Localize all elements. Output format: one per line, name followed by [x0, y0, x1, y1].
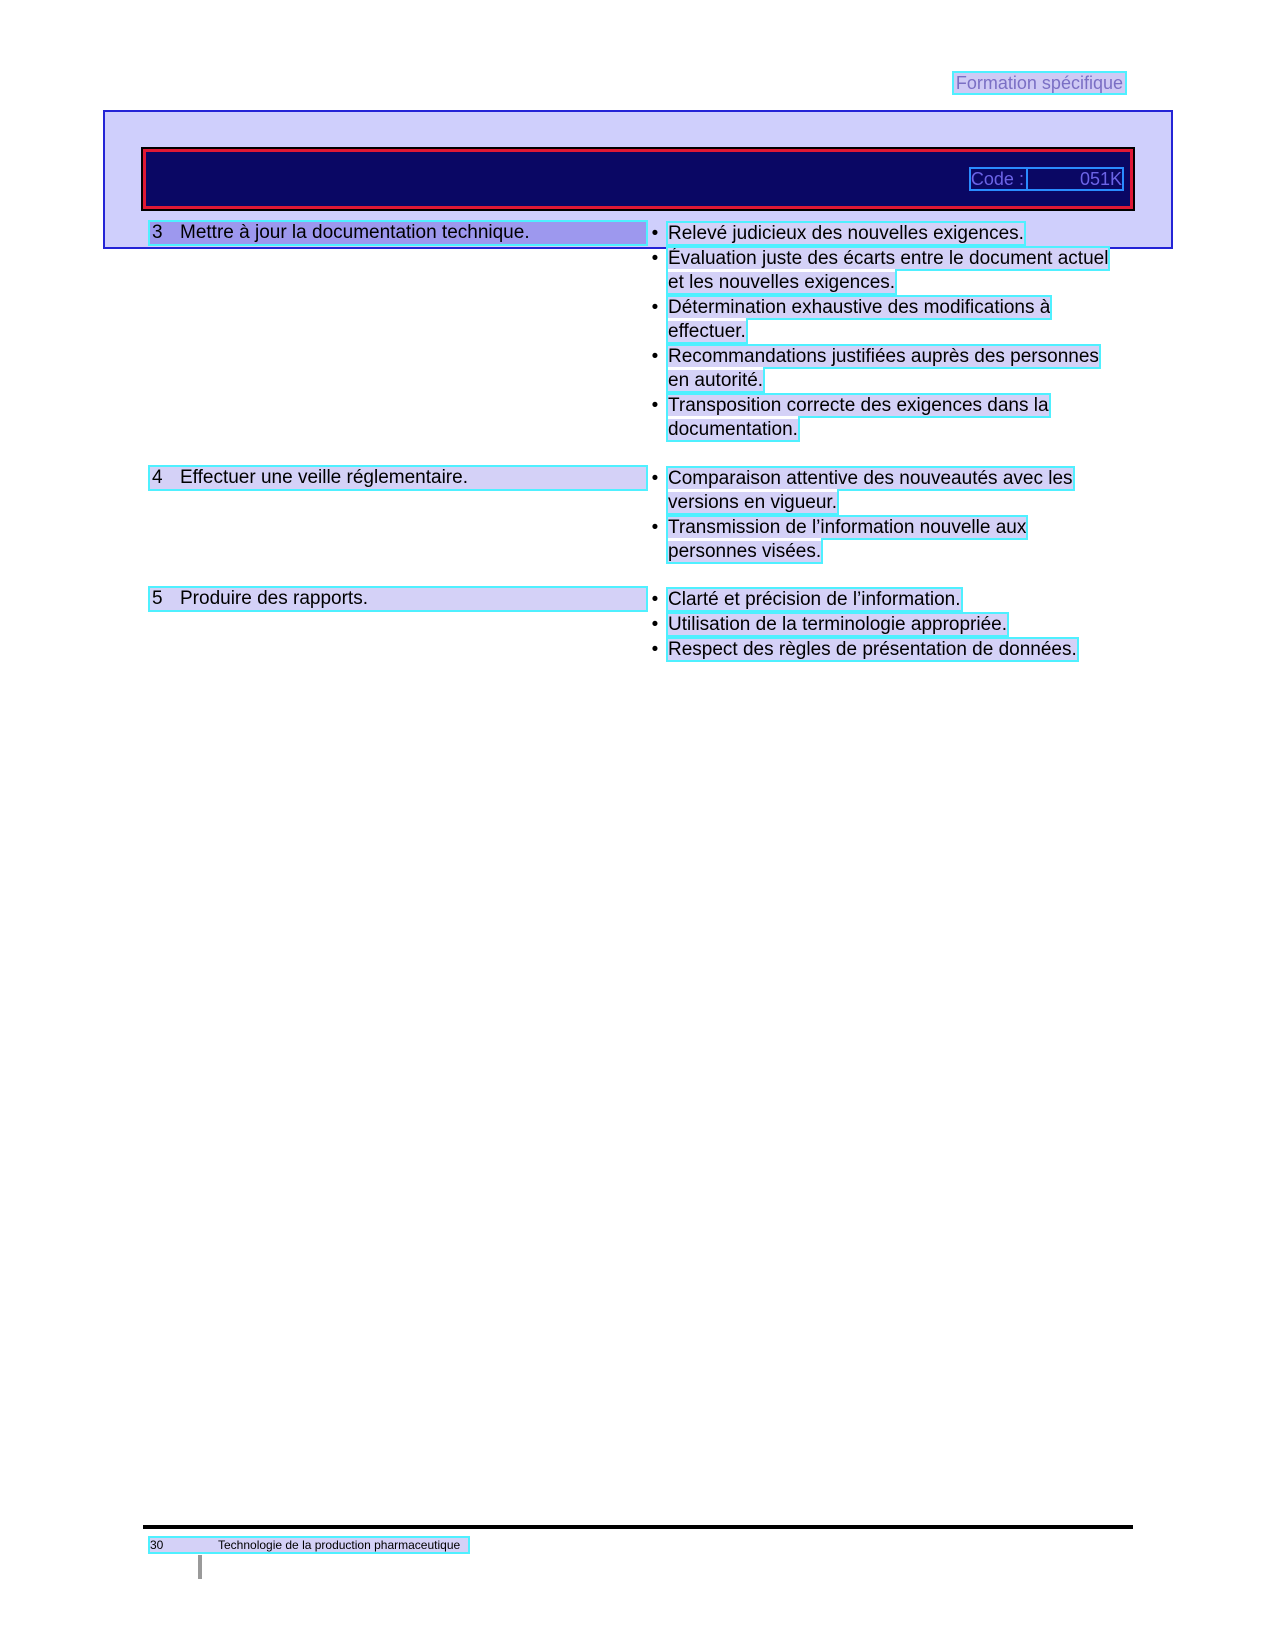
bullet-icon: •: [651, 248, 659, 269]
code-label: [971, 169, 1122, 189]
task-number: 4: [152, 467, 163, 488]
title-band: [143, 149, 1133, 209]
criteria-item: • Transmission de l’information nouvelle aux personnes visées.: [644, 516, 1114, 564]
bullet-icon: •: [651, 614, 659, 635]
criteria-item: • Détermination exhaustive des modifications à effectuer.: [644, 296, 1114, 344]
bullet-icon: •: [651, 346, 659, 367]
criteria-list: [644, 222, 1114, 443]
page-number: 30: [150, 1538, 164, 1552]
task-text: Produire des rapports.: [180, 588, 368, 609]
code-label-text: Code :: [970, 169, 1024, 189]
bullet-icon: •: [651, 223, 659, 244]
footer-marker: [198, 1555, 202, 1579]
page-footer: [150, 1538, 468, 1552]
code-value: 051K: [1079, 169, 1122, 189]
task-cell: [150, 588, 646, 610]
bullet-icon: •: [651, 395, 659, 416]
bullet-icon: •: [651, 468, 659, 489]
criteria-list: [644, 588, 1114, 663]
task-cell: [150, 467, 646, 489]
bullet-icon: •: [651, 589, 659, 610]
criteria-item: • Relevé judicieux des nouvelles exigences.: [644, 222, 1114, 246]
code-separator: [1026, 169, 1080, 189]
criteria-item: • Comparaison attentive des nouveautés avec les versions en vigueur.: [644, 467, 1114, 515]
bullet-icon: •: [651, 639, 659, 660]
criteria-item: • Utilisation de la terminologie appropriée.: [644, 613, 1114, 637]
bullet-icon: •: [651, 297, 659, 318]
task-cell: [150, 222, 646, 244]
task-text: Effectuer une veille réglementaire.: [180, 467, 468, 488]
program-title: Technologie de la production pharmaceutique: [218, 1538, 461, 1552]
criteria-list: [644, 467, 1114, 565]
criteria-item: • Respect des règles de présentation de données.: [644, 638, 1114, 662]
criteria-item: • Recommandations justifiées auprès des personnes en autorité.: [644, 345, 1114, 393]
criteria-item: • Évaluation juste des écarts entre le document actuel et les nouvelles exigences.: [644, 247, 1114, 295]
task-number: 5: [152, 588, 163, 609]
bullet-icon: •: [651, 517, 659, 538]
footer-rule: [143, 1525, 1133, 1529]
criteria-item: • Transposition correcte des exigences dans la documentation.: [644, 394, 1114, 442]
task-text: Mettre à jour la documentation technique.: [180, 222, 530, 243]
task-number: 3: [152, 222, 163, 243]
running-head: Formation spécifique: [955, 73, 1123, 93]
criteria-item: • Clarté et précision de l’information.: [644, 588, 1114, 612]
